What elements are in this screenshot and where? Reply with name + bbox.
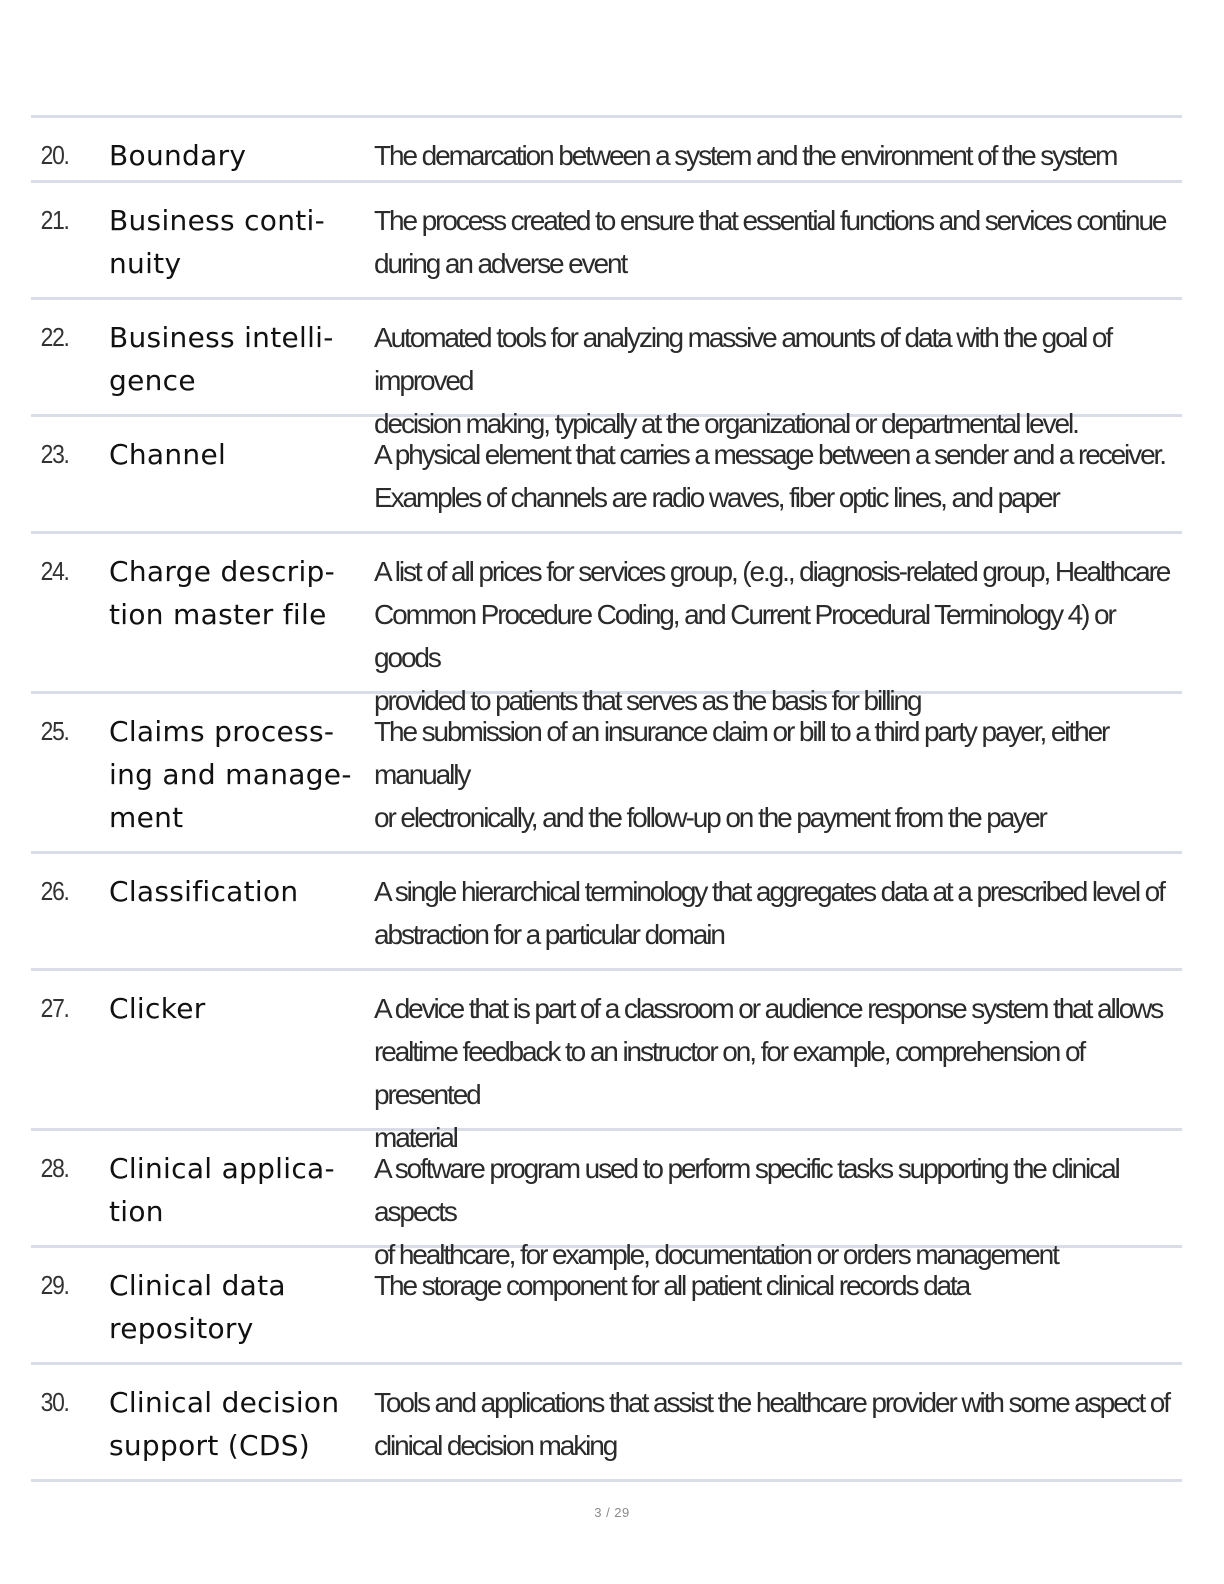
glossary-row <box>31 118 1182 183</box>
definition-line: or electronically, and the follow-up on the payment from the payer <box>374 802 1046 833</box>
entry-definition <box>374 1147 1182 1270</box>
entry-number: 20. <box>40 140 69 170</box>
entry-term <box>109 1264 374 1362</box>
entry-number: 30. <box>40 1387 69 1417</box>
definition-line: during an adverse event <box>374 248 627 279</box>
definition-line: provided to patients that serves as the basis for billing <box>374 685 921 716</box>
glossary-row <box>31 417 1182 534</box>
term-line: Classification <box>109 875 299 908</box>
definition-line: Examples of channels are radio waves, fiber optic lines, and paper <box>374 482 1059 513</box>
entry-term <box>109 433 374 531</box>
definition-line: realtime feedback to an instructor on, for example, comprehension of presented <box>374 1036 1085 1110</box>
term-line: Claims process- <box>109 715 335 748</box>
glossary-row <box>31 1248 1182 1365</box>
glossary-row <box>31 1131 1182 1270</box>
definition-line: clinical decision making <box>374 1430 617 1461</box>
term-line: Business conti- <box>109 204 326 237</box>
term-line: nuity <box>109 247 182 280</box>
term-line: Clinical data <box>109 1269 286 1302</box>
entry-term <box>109 316 374 414</box>
definition-line: abstraction for a particular domain <box>374 919 724 950</box>
entry-term <box>109 710 374 851</box>
entry-definition <box>374 870 1182 968</box>
entry-number: 29. <box>40 1270 69 1300</box>
glossary-row <box>31 1365 1182 1482</box>
entry-term <box>109 1147 374 1245</box>
term-line: Clinical applica- <box>109 1152 335 1185</box>
entry-definition <box>374 987 1182 1153</box>
definition-line: The storage component for all patient clinical records data <box>374 1270 970 1301</box>
glossary-row <box>31 854 1182 971</box>
glossary-row <box>31 971 1182 1153</box>
definition-line: material <box>374 1122 457 1153</box>
entry-definition <box>374 550 1182 716</box>
entry-number: 21. <box>40 205 69 235</box>
entry-number: 28. <box>40 1153 69 1183</box>
definition-line: A software program used to perform specific tasks supporting the clinical aspects <box>374 1153 1119 1227</box>
term-line: ment <box>109 801 184 834</box>
term-line: support (CDS) <box>109 1429 311 1462</box>
definition-line: The submission of an insurance claim or bill to a third party payer, either manually <box>374 716 1109 790</box>
definition-line: A physical element that carries a message between a sender and a receiver. <box>374 439 1165 470</box>
term-line: Clinical decision <box>109 1386 340 1419</box>
term-line: Charge descrip- <box>109 555 336 588</box>
definition-line: decision making, typically at the organizational or departmental level. <box>374 408 1078 439</box>
entry-definition <box>374 433 1182 531</box>
term-line: gence <box>109 364 196 397</box>
entry-term <box>109 134 374 180</box>
definition-line: A single hierarchical terminology that aggregates data at a prescribed level of <box>374 876 1164 907</box>
entry-term <box>109 550 374 691</box>
entry-definition <box>374 134 1182 180</box>
definition-line: Tools and applications that assist the healthcare provider with some aspect of <box>374 1387 1169 1418</box>
entry-number: 24. <box>40 556 69 586</box>
entry-definition <box>374 1381 1182 1479</box>
definition-line: of healthcare, for example, documentation or orders management <box>374 1239 1058 1270</box>
glossary-row <box>31 694 1182 854</box>
entry-number: 26. <box>40 876 69 906</box>
definition-line: Common Procedure Coding, and Current Procedural Terminology 4) or goods <box>374 599 1115 673</box>
glossary-row <box>31 300 1182 439</box>
page-number: 3 / 29 <box>594 1505 630 1520</box>
entry-definition <box>374 1264 1182 1362</box>
entry-definition <box>374 710 1182 851</box>
entry-definition <box>374 199 1182 297</box>
entry-number: 27. <box>40 993 69 1023</box>
definition-line: A list of all prices for services group, (e.g., diagnosis-related group, Healthcare <box>374 556 1170 587</box>
term-line: repository <box>109 1312 254 1345</box>
entry-number: 22. <box>40 322 69 352</box>
entry-number: 23. <box>40 439 69 469</box>
term-line: ing and manage- <box>109 758 352 791</box>
term-line: Business intelli- <box>109 321 334 354</box>
term-line: Clicker <box>109 992 206 1025</box>
definition-line: A device that is part of a classroom or audience response system that allows <box>374 993 1163 1024</box>
definition-line: The process created to ensure that essential functions and services continue <box>374 205 1166 236</box>
term-line: Boundary <box>109 139 247 172</box>
entry-term <box>109 199 374 297</box>
definition-line: Automated tools for analyzing massive amounts of data with the goal of improved <box>374 322 1112 396</box>
entry-term <box>109 1381 374 1479</box>
entry-term <box>109 987 374 1128</box>
term-line: tion master file <box>109 598 327 631</box>
glossary-row <box>31 183 1182 300</box>
entry-term <box>109 870 374 968</box>
entry-definition <box>374 316 1182 439</box>
term-line: tion <box>109 1195 164 1228</box>
glossary-row <box>31 534 1182 716</box>
term-line: Channel <box>109 438 227 471</box>
glossary-table <box>31 115 1182 1482</box>
entry-number: 25. <box>40 716 69 746</box>
definition-line: The demarcation between a system and the environment of the system <box>374 140 1117 171</box>
